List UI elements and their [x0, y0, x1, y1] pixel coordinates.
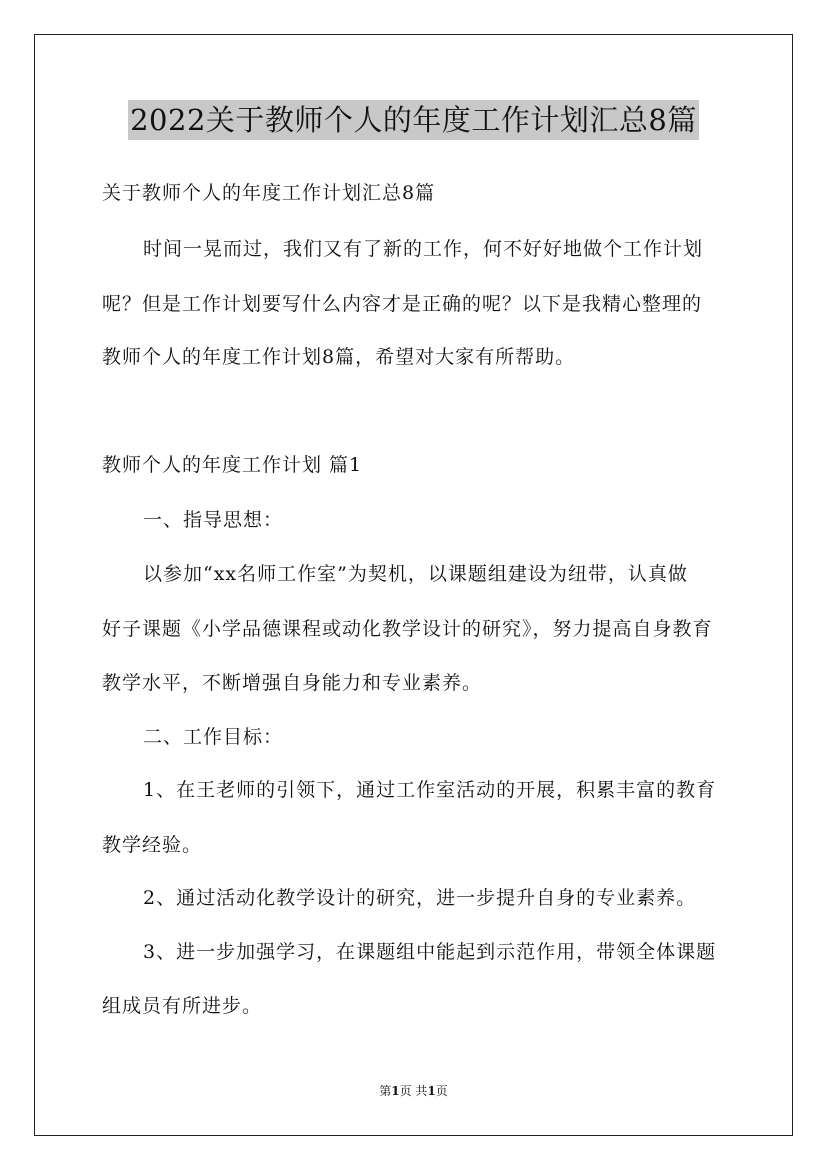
document-title: 2022关于教师个人的年度工作计划汇总8篇 — [128, 100, 699, 140]
paragraph-line: 教学水平，不断增强自身能力和专业素养。 — [102, 672, 483, 694]
footer-mid: 页 共 — [399, 1084, 428, 1098]
title-container — [0, 100, 827, 140]
footer-current-page: 1 — [391, 1084, 400, 1098]
subheading-work-goals: 二、工作目标： — [143, 726, 284, 748]
paragraph-line: 教师个人的年度工作计划8篇，希望对大家有所帮助。 — [102, 346, 576, 368]
subtitle-line: 关于教师个人的年度工作计划汇总8篇 — [102, 182, 436, 204]
page-footer — [0, 1083, 827, 1099]
footer-prefix: 第 — [379, 1084, 392, 1098]
paragraph-line: 1、在王老师的引领下，通过工作室活动的开展，积累丰富的教育 — [143, 779, 717, 801]
paragraph-line: 2、通过活动化教学设计的研究，进一步提升自身的专业素养。 — [143, 887, 697, 909]
paragraph-line: 组成员有所进步。 — [102, 995, 263, 1017]
section-heading: 教师个人的年度工作计划 篇1 — [102, 454, 363, 476]
paragraph-line: 以参加“xx名师工作室”为契机，以课题组建设为纽带，认真做 — [143, 563, 688, 585]
paragraph-line: 呢？但是工作计划要写什么内容才是正确的呢？以下是我精心整理的 — [102, 293, 703, 315]
footer-suffix: 页 — [435, 1084, 448, 1098]
subheading-guiding-ideas: 一、指导思想： — [143, 509, 284, 531]
paragraph-line: 3、进一步加强学习，在课题组中能起到示范作用，带领全体课题 — [143, 941, 717, 963]
footer-total-pages: 1 — [427, 1084, 436, 1098]
paragraph-line: 时间一晃而过，我们又有了新的工作，何不好好地做个工作计划 — [143, 238, 704, 260]
paragraph-line: 教学经验。 — [102, 834, 203, 856]
paragraph-line: 好子课题《小学品德课程或动化教学设计的研究》，努力提高自身教育 — [102, 618, 713, 640]
